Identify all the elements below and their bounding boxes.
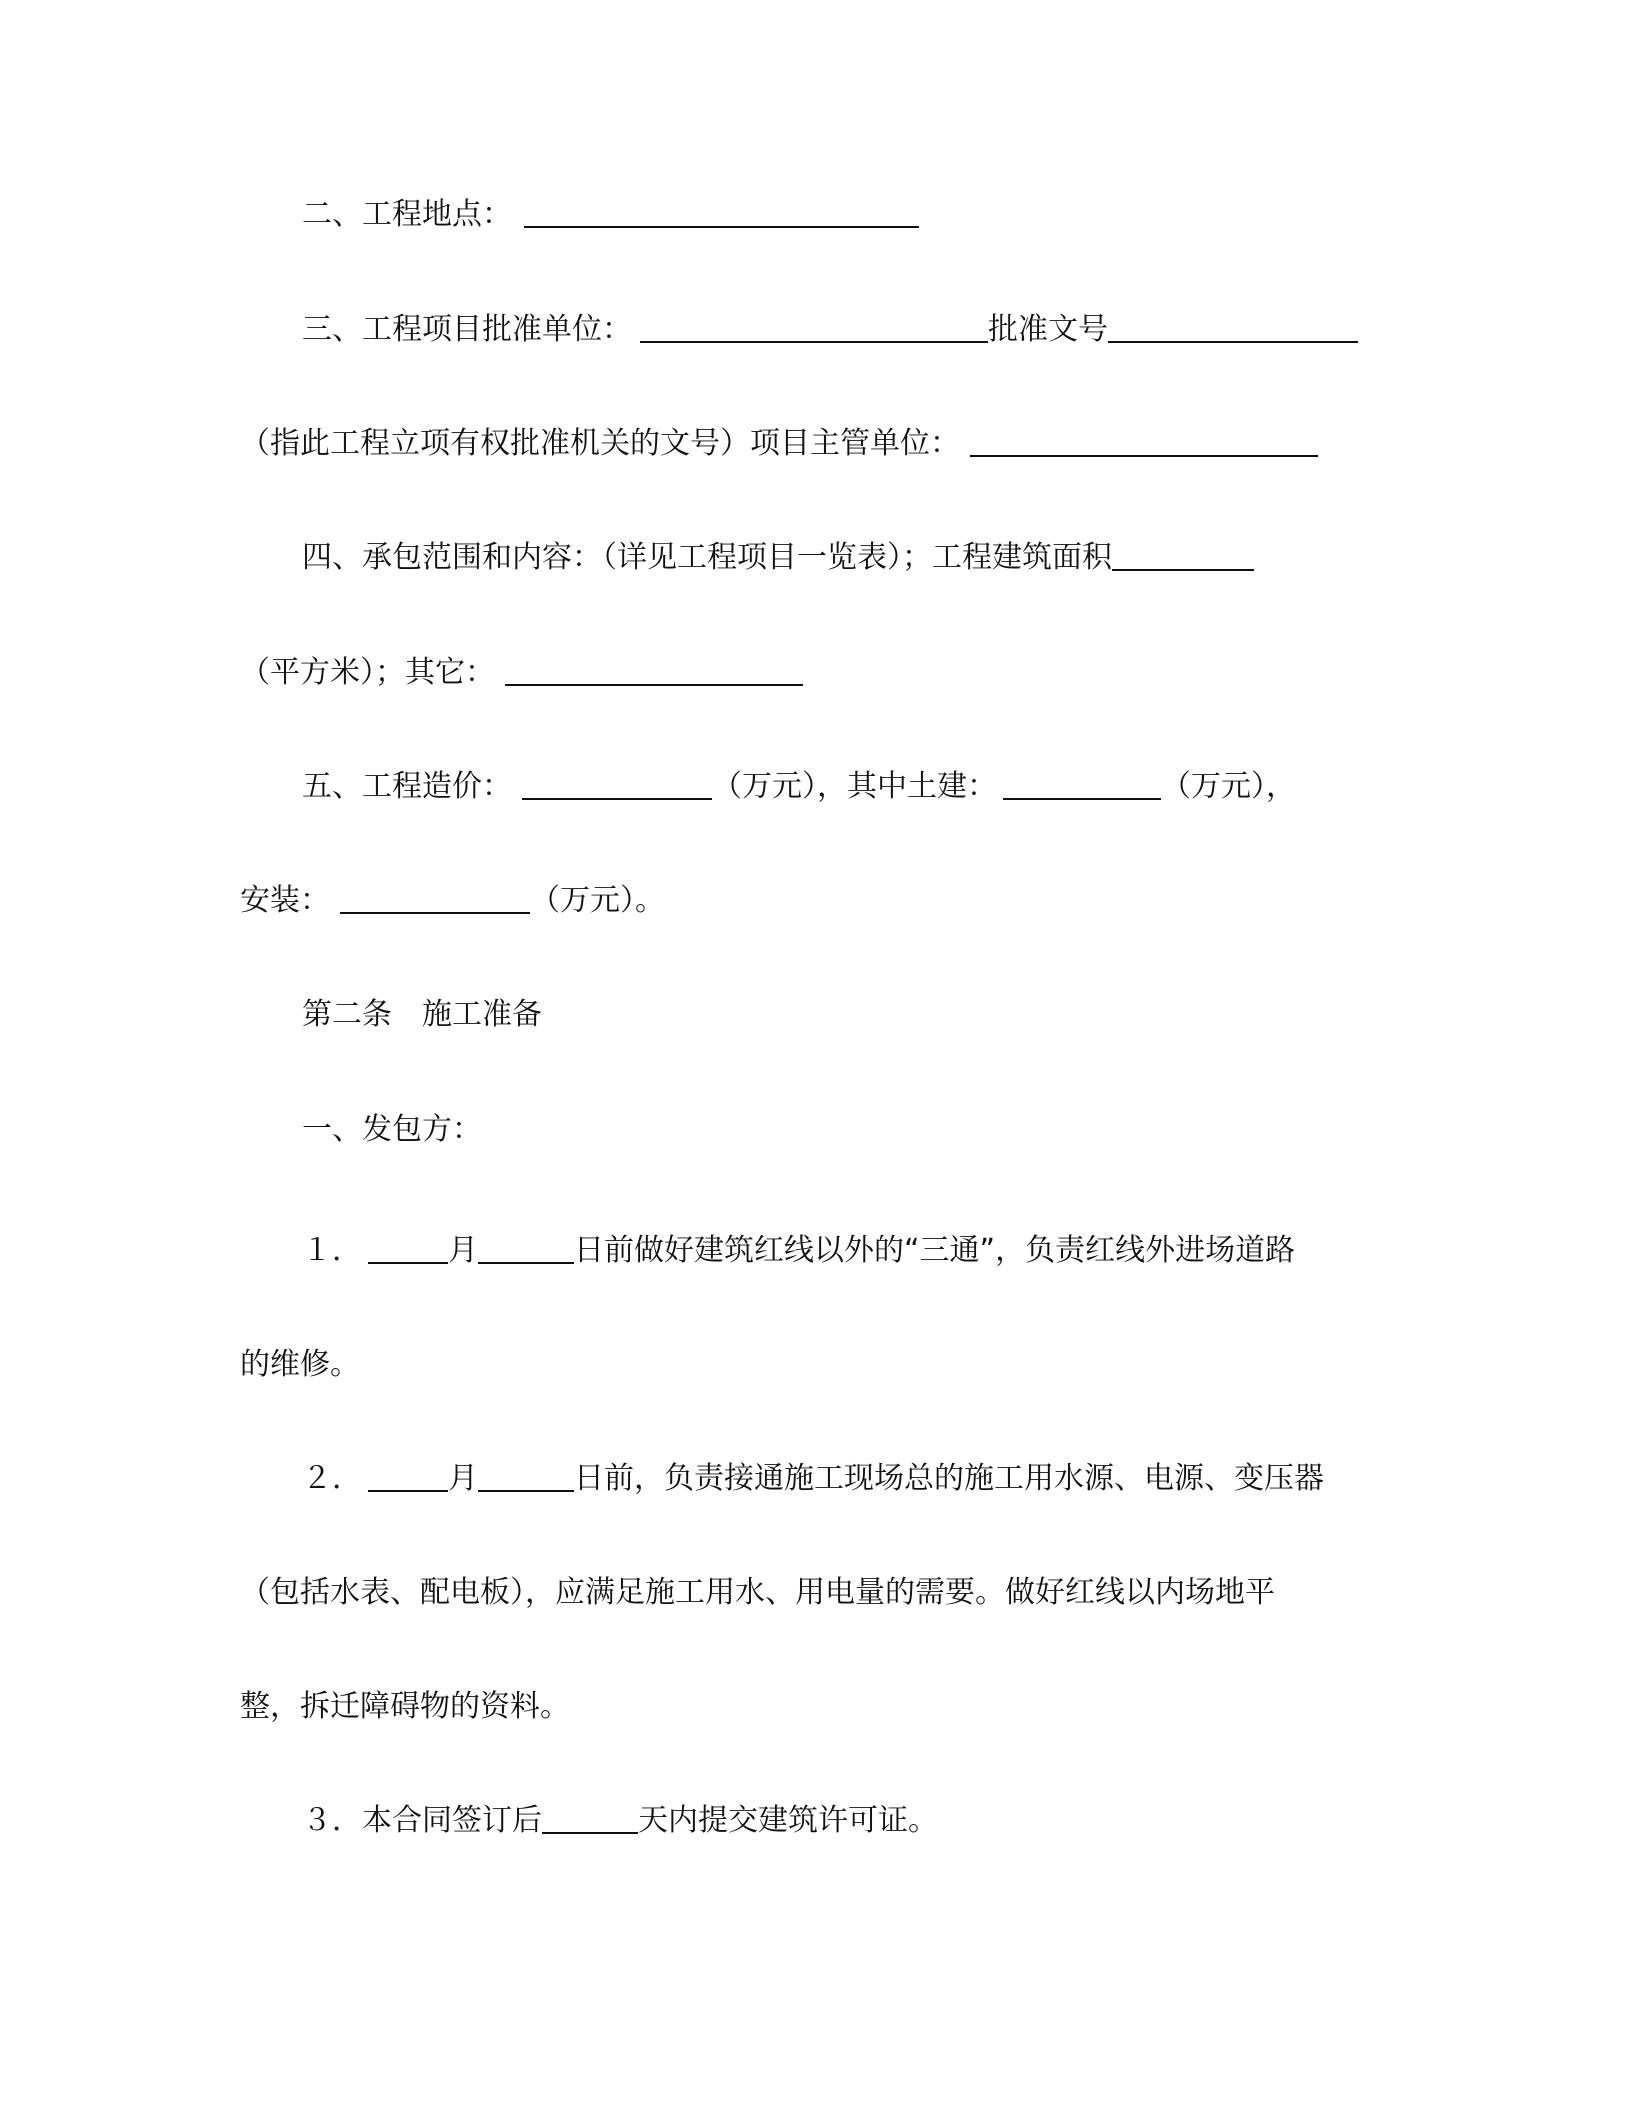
item-2-utilities: [302, 1459, 1324, 1499]
text: 整，拆迁障碍物的资料。: [240, 1689, 570, 1724]
item-3-building-permit: [302, 1801, 938, 1841]
blank-month-1[interactable]: [368, 1232, 448, 1264]
text: 日前做好建筑红线以外的“三通”，负责红线外进场道路: [574, 1233, 1296, 1268]
blank-installation-cost[interactable]: [340, 882, 530, 914]
text: ２．: [302, 1461, 362, 1496]
text: 批准文号: [988, 312, 1108, 347]
item-1-continuation: [240, 1345, 360, 1385]
text: 三、工程项目批准单位：: [302, 312, 632, 347]
blank-project-cost[interactable]: [522, 768, 712, 800]
clause-approval-unit: [302, 310, 1358, 350]
text: 第二条 施工准备: [302, 997, 542, 1032]
text: 二、工程地点：: [302, 197, 512, 232]
clause-contract-scope: [302, 538, 1254, 578]
clause-project-location: [302, 195, 919, 235]
blank-project-location[interactable]: [524, 196, 919, 228]
text: （包括水表、配电板），应满足施工用水、用电量的需要。做好红线以内场地平: [240, 1575, 1275, 1610]
section-heading-construction-prep: [302, 995, 542, 1035]
text: （万元）。: [530, 883, 665, 918]
text: （万元），: [1161, 769, 1296, 804]
subsection-employer: [302, 1110, 482, 1150]
blank-supervising-unit[interactable]: [970, 425, 1318, 457]
text: 安装：: [240, 883, 330, 918]
text: 一、发包方：: [302, 1112, 482, 1147]
text: （平方米）；其它：: [240, 655, 495, 690]
blank-day-1[interactable]: [478, 1232, 574, 1264]
text: 天内提交建筑许可证。: [638, 1803, 938, 1838]
item-2-continuation-2: [240, 1687, 570, 1727]
text: 日前，负责接通施工现场总的施工用水源、电源、变压器: [574, 1461, 1324, 1496]
clause-project-cost: [302, 767, 1296, 807]
item-2-continuation-1: [240, 1573, 1275, 1613]
blank-approval-unit[interactable]: [640, 311, 988, 343]
clause-supervising-unit: [240, 424, 1318, 464]
blank-other[interactable]: [505, 654, 803, 686]
text: 月: [448, 1233, 478, 1268]
blank-civil-cost[interactable]: [1003, 768, 1161, 800]
blank-floor-area[interactable]: [1112, 539, 1254, 571]
text: 四、承包范围和内容：（详见工程项目一览表）；工程建筑面积: [302, 540, 1112, 575]
clause-area-unit-other: [240, 653, 803, 693]
text: 月: [448, 1461, 478, 1496]
clause-installation-cost: [240, 881, 665, 921]
text: 的维修。: [240, 1347, 360, 1382]
text: ３．本合同签订后: [302, 1803, 542, 1838]
item-1-three-connections: [302, 1231, 1295, 1271]
blank-days[interactable]: [542, 1802, 638, 1834]
text: １．: [302, 1233, 362, 1268]
blank-approval-number[interactable]: [1108, 311, 1358, 343]
text: （万元），其中土建：: [712, 769, 997, 804]
text: （指此工程立项有权批准机关的文号）项目主管单位：: [240, 426, 960, 461]
text: 五、工程造价：: [302, 769, 512, 804]
blank-month-2[interactable]: [368, 1460, 448, 1492]
blank-day-2[interactable]: [478, 1460, 574, 1492]
